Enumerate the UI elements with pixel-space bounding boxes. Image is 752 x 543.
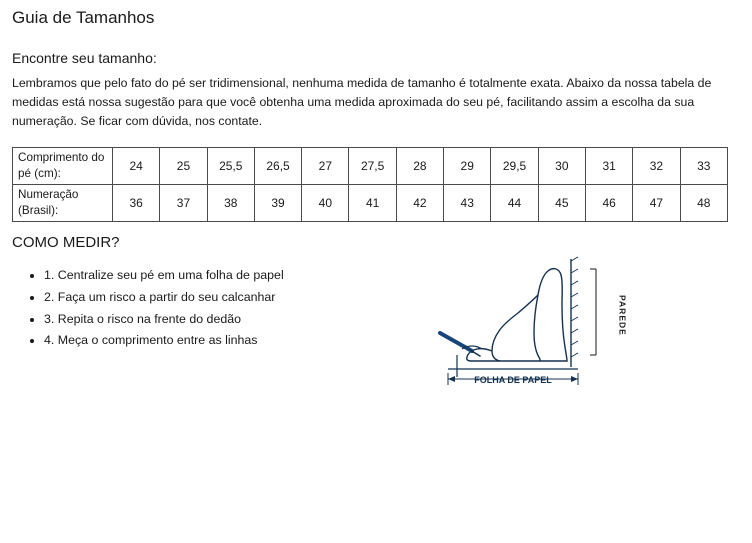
cell-foot-length-4: 27 <box>302 148 349 185</box>
wall-hatch-5 <box>571 305 578 309</box>
list-item: • 3. Repita o risco na frente do dedão <box>44 309 284 331</box>
wall-hatch-3 <box>571 281 578 285</box>
wall-hatch-4 <box>571 293 578 297</box>
arrow-left-head <box>448 376 455 382</box>
cell-brazil-size-2: 38 <box>207 185 254 222</box>
list-item: • 4. Meça o comprimento entre as linhas <box>44 330 284 352</box>
instructions-and-diagram <box>0 251 752 405</box>
row-label-foot-length: Comprimento do pé (cm): <box>13 148 113 185</box>
wall-hatch-2 <box>571 269 578 273</box>
pencil-body <box>440 333 472 351</box>
cell-brazil-size-1: 37 <box>160 185 207 222</box>
size-conversion-table <box>12 147 728 222</box>
intro-paragraph: Lembramos que pelo fato do pé ser tridimensional, nenhuma medida de tamanho é totalmente exata. Abaixo da nossa tabela de medidas está nossa sugestão para que você obtenha uma medida aproximada do seu pé, facilitando assim a escolha da sua numeração. Se ficar com dúvida, nos contate. <box>12 76 712 129</box>
cell-foot-length-5: 27,5 <box>349 148 396 185</box>
measure-steps-list <box>22 265 284 352</box>
cell-brazil-size-6: 42 <box>396 185 443 222</box>
page-title: Guia de Tamanhos <box>12 8 155 27</box>
wall-label: PAREDE <box>617 295 628 336</box>
cell-brazil-size-4: 40 <box>302 185 349 222</box>
cell-brazil-size-7: 43 <box>444 185 491 222</box>
cell-brazil-size-10: 46 <box>585 185 632 222</box>
cell-foot-length-2: 25,5 <box>207 148 254 185</box>
cell-brazil-size-11: 47 <box>633 185 680 222</box>
cell-foot-length-12: 33 <box>680 148 727 185</box>
cell-brazil-size-12: 48 <box>680 185 727 222</box>
cell-foot-length-6: 28 <box>396 148 443 185</box>
wall-hatch-7 <box>571 329 578 333</box>
cell-foot-length-7: 29 <box>444 148 491 185</box>
foot-measuring-diagram <box>344 255 634 405</box>
size-guide-page <box>0 8 752 543</box>
cell-foot-length-8: 29,5 <box>491 148 538 185</box>
cell-foot-length-10: 31 <box>585 148 632 185</box>
foot-top-line <box>492 295 540 361</box>
table-row <box>13 148 728 185</box>
paper-label-text: FOLHA DE PAPEL <box>473 375 552 386</box>
cell-foot-length-11: 32 <box>633 148 680 185</box>
cell-foot-length-1: 25 <box>160 148 207 185</box>
cell-brazil-size-0: 36 <box>113 185 160 222</box>
cell-brazil-size-3: 39 <box>254 185 301 222</box>
cell-brazil-size-8: 44 <box>491 185 538 222</box>
pencil-tip <box>470 350 480 356</box>
list-item: • 1. Centralize seu pé em uma folha de papel <box>44 265 284 287</box>
list-item: • 2. Faça um risco a partir do seu calcanhar <box>44 287 284 309</box>
cell-foot-length-9: 30 <box>538 148 585 185</box>
wall-hatch-6 <box>571 317 578 321</box>
cell-brazil-size-9: 45 <box>538 185 585 222</box>
table-row <box>13 185 728 222</box>
wall-hatch-8 <box>571 341 578 345</box>
foot-outline <box>534 269 567 361</box>
cell-foot-length-0: 24 <box>113 148 160 185</box>
how-to-measure-title: COMO MEDIR? <box>12 234 120 252</box>
cell-brazil-size-5: 41 <box>349 185 396 222</box>
cell-foot-length-3: 26,5 <box>254 148 301 185</box>
row-label-brazil-size: Numeração (Brasil): <box>13 185 113 222</box>
section-subtitle: Encontre seu tamanho: <box>12 50 157 66</box>
diagram-svg <box>344 255 634 405</box>
wall-hatch-1 <box>571 257 578 261</box>
wall-hatch-9 <box>571 353 578 357</box>
arrow-right-head <box>571 376 578 382</box>
